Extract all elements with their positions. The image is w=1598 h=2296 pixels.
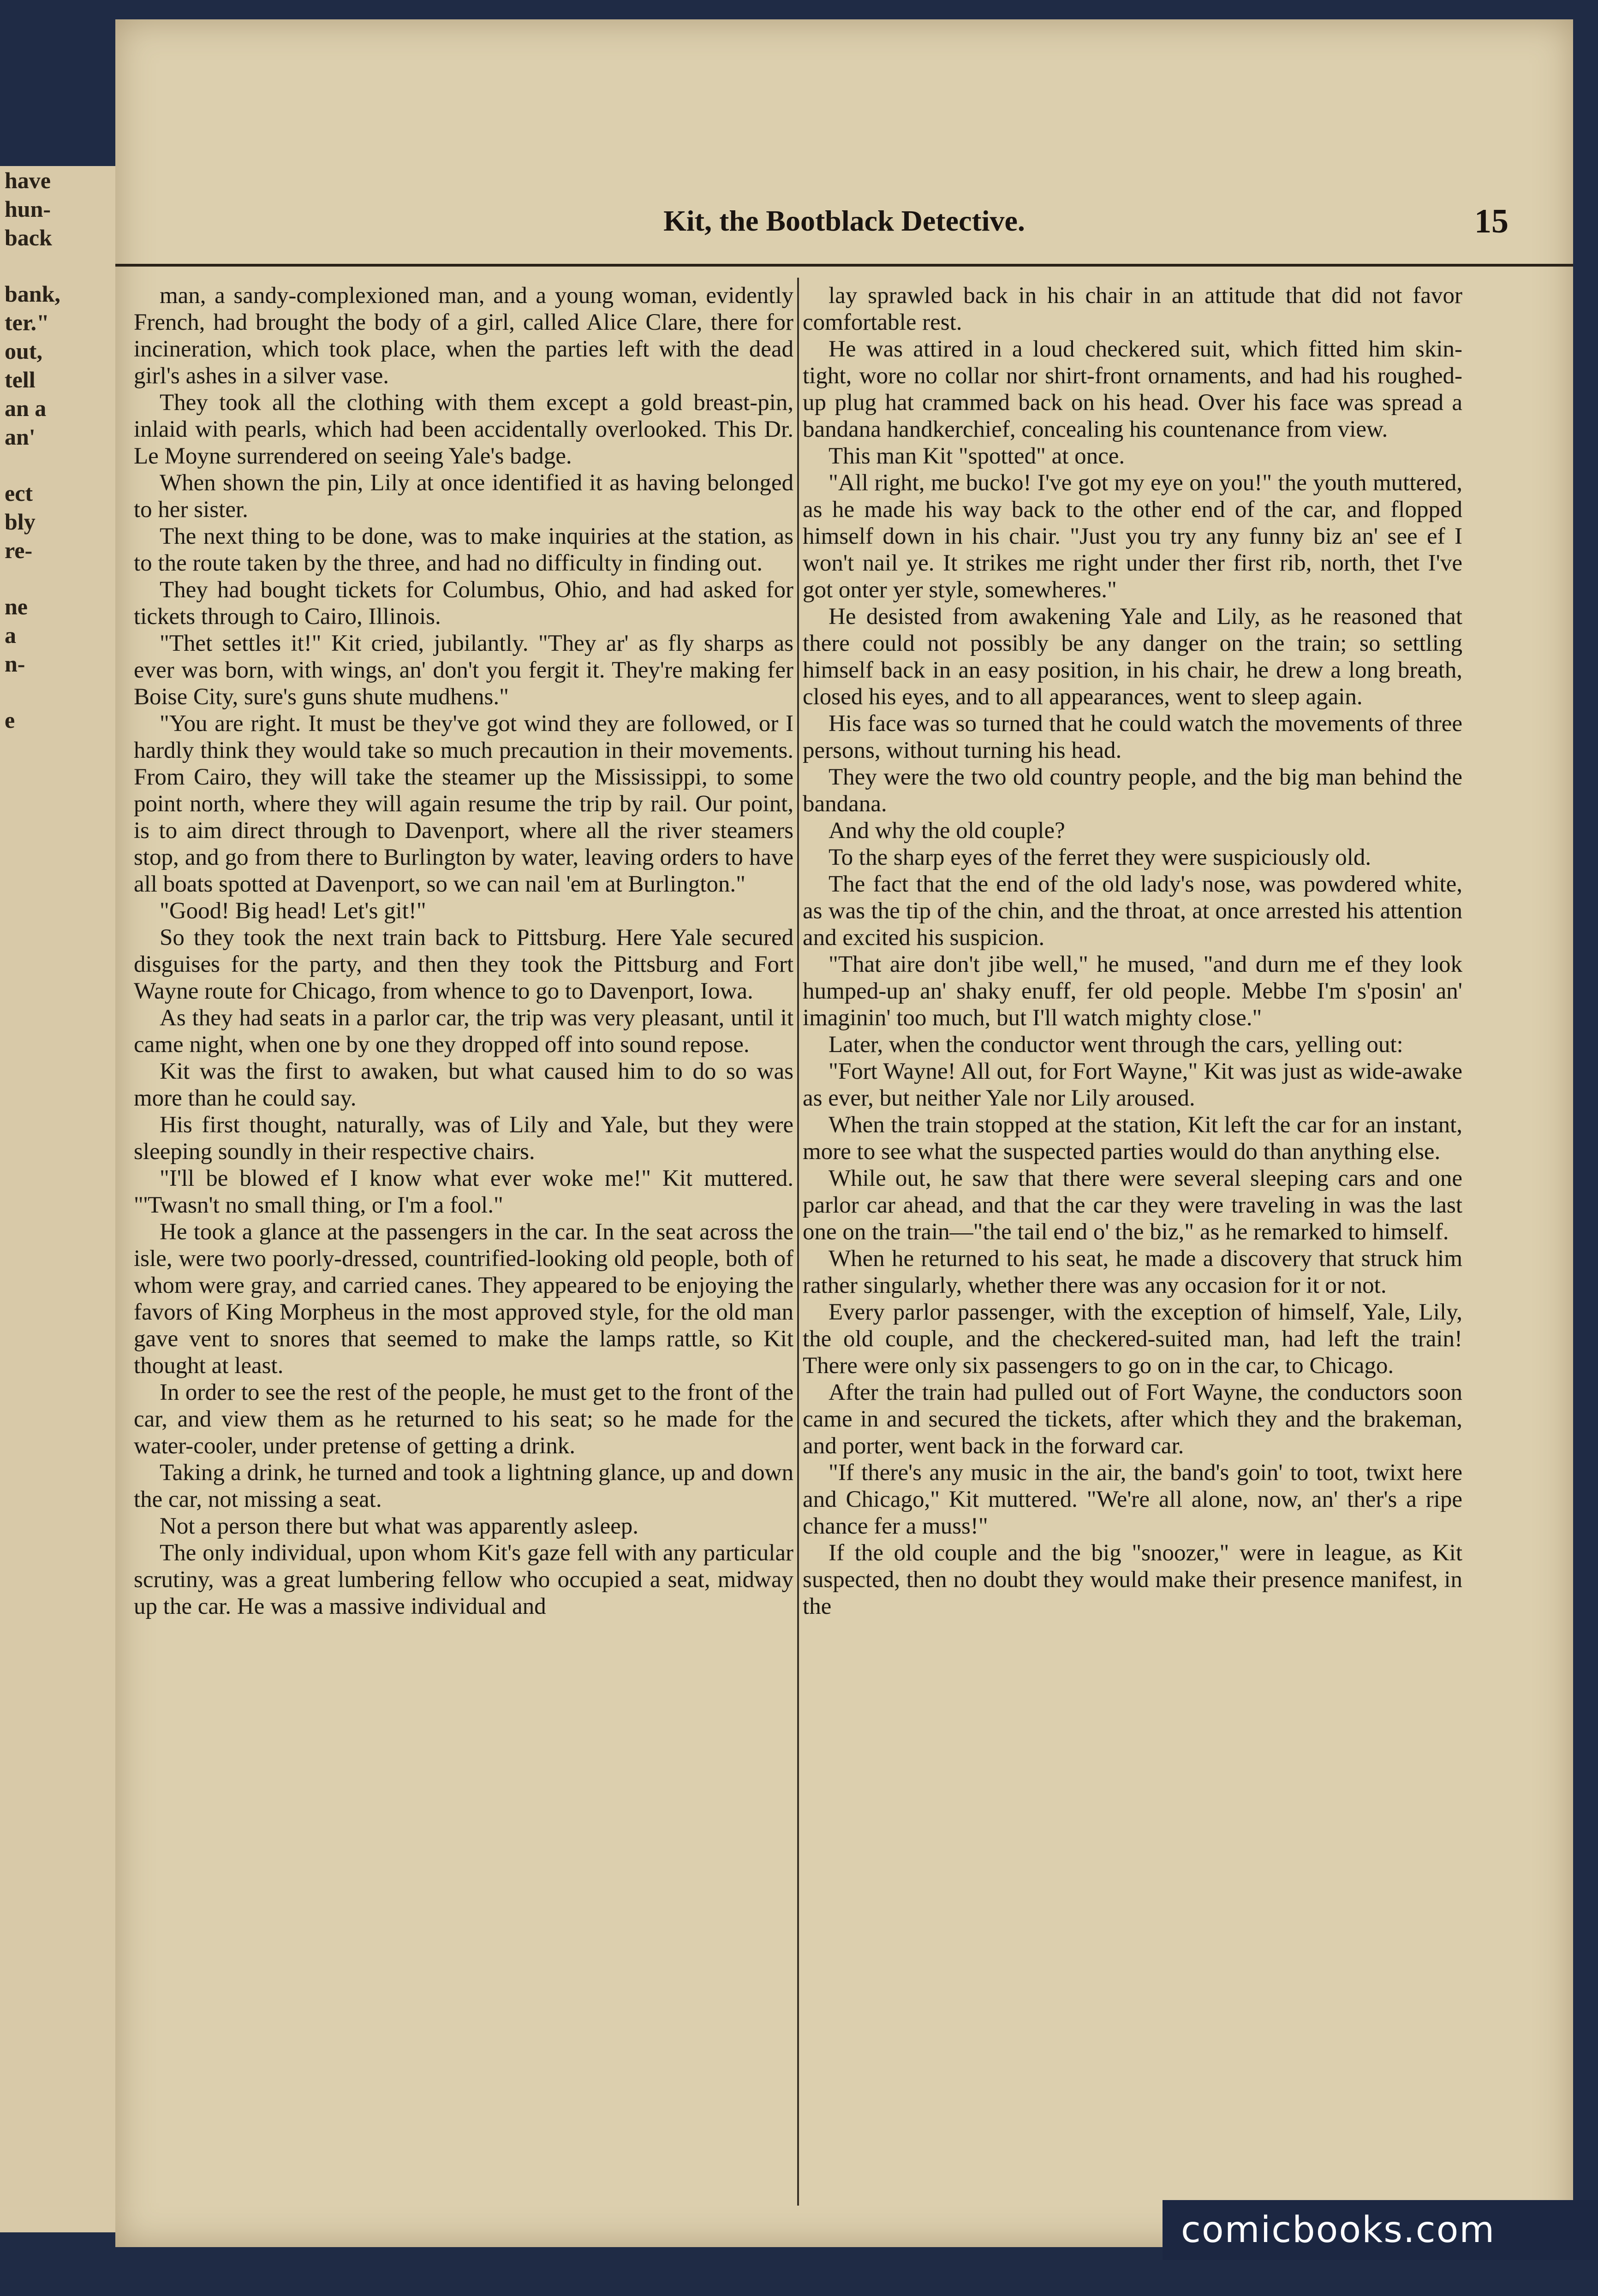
paragraph: Taking a drink, he turned and took a lightning glance, up and down the car, not missing a seat. (134, 1460, 793, 1512)
paragraph: While out, he saw that there were several sleeping cars and one parlor car ahead, and that the car they were traveling in was the last one on the train—"the tail end o' the biz," as he remarked to himself. (803, 1166, 1462, 1245)
right-column (803, 282, 1462, 1620)
running-title: Kit, the Bootblack Detective. (663, 204, 1025, 237)
book-page (115, 19, 1573, 2247)
paragraph: Every parlor passenger, with the exception of himself, Yale, Lily, the old couple, and the checkered-suited man, had left the train! There were only six passengers to go on in the car, to Chicago. (803, 1299, 1462, 1379)
paragraph: "Thet settles it!" Kit cried, jubilantly. "They ar' as fly sharps as ever was born, with wings, an' don't you fergit it. They're making fer Boise City, sure's guns shute mudhens." (134, 631, 793, 710)
paragraph: "That aire don't jibe well," he mused, "and durn me ef they look humped-up an' shaky enuff, fer old people. Mebbe I'm s'posin' an' imaginin' too much, but I'll watch mighty close." (803, 952, 1462, 1031)
text-fragment: a (5, 622, 16, 648)
paragraph: After the train had pulled out of Fort Wayne, the conductors soon came in and secured the tickets, after which they and the brakeman, and porter, went back in the forward car. (803, 1380, 1462, 1459)
paragraph: His face was so turned that he could watch the movements of three persons, without turning his head. (803, 711, 1462, 763)
fragment-gap (0, 565, 121, 592)
left-column (134, 282, 793, 1620)
text-fragment: ect (5, 480, 33, 506)
paragraph: Kit was the first to awaken, but what caused him to do so was more than he could say. (134, 1059, 793, 1111)
text-fragment: hun- (5, 196, 51, 222)
text-fragment: have (5, 167, 51, 193)
page-header (115, 204, 1573, 259)
fragment-gap (0, 252, 121, 280)
paragraph: This man Kit "spotted" at once. (829, 443, 1125, 469)
paragraph: To the sharp eyes of the ferret they were suspiciously old. (829, 845, 1371, 870)
text-fragment: out, (5, 338, 42, 364)
fragment-gap (0, 451, 121, 479)
fragment-gap (0, 678, 121, 706)
paragraph: He took a glance at the passengers in the car. In the seat across the isle, were two poorly-dressed, countrified-looking old people, both of whom were gray, and carried canes. They appeared to be enjoying the favors of King Morpheus in the most approved style, for the old man gave vent to snores that seemed to make the lamps rattle, so Kit thought at least. (134, 1219, 793, 1379)
paragraph: The next thing to be done, was to make inquiries at the station, as to the route taken by the three, and had no difficulty in finding out. (134, 523, 793, 576)
text-fragment: an a (5, 395, 47, 421)
paragraph: In order to see the rest of the people, he must get to the front of the car, and view them as he returned to his seat; so he made for the water-cooler, under pretense of getting a drink. (134, 1380, 793, 1459)
text-fragment: e (5, 707, 15, 733)
header-rule (115, 264, 1573, 267)
paragraph: man, a sandy-complexioned man, and a young woman, evidently French, had brought the body of a girl, called Alice Clare, there for incineration, which took place, when the parties left with the dead girl's ashes in a silver vase. (134, 283, 793, 389)
text-fragment: bly (5, 509, 36, 535)
page-number: 15 (1474, 202, 1509, 240)
paragraph: If the old couple and the big "snoozer," were in league, as Kit suspected, then no doubt they would make their presence manifest, in the (803, 1540, 1462, 1619)
adjacent-page-fragment (0, 166, 124, 2232)
paragraph: "I'll be blowed ef I know what ever woke me!" Kit muttered. "'Twasn't no small thing, or I'm a fool." (134, 1166, 793, 1218)
text-fragment: ter." (5, 309, 49, 335)
paragraph: The only individual, upon whom Kit's gaze fell with any particular scrutiny, was a great lumbering fellow who occupied a seat, midway up the car. He was a massive individual and (134, 1540, 793, 1619)
column-divider (797, 278, 799, 2206)
paragraph: The fact that the end of the old lady's nose, was powdered white, as was the tip of the chin, and the throat, at once arrested his attention and excited his suspicion. (803, 871, 1462, 951)
paragraph: He desisted from awakening Yale and Lily, as he reasoned that there could not possibly be any danger on the train; so settling himself back in an easy position, in his chair, he drew a long breath, closed his eyes, and to all appearances, went to sleep again. (803, 604, 1462, 710)
text-fragment: an' (5, 424, 36, 450)
watermark-text: comicbooks.com (1181, 2209, 1496, 2251)
paragraph: When shown the pin, Lily at once identified it as having belonged to her sister. (134, 470, 793, 523)
paragraph: His first thought, naturally, was of Lily and Yale, but they were sleeping soundly in their respective chairs. (134, 1112, 793, 1165)
text-fragment: ne (5, 594, 28, 619)
paragraph: "If there's any music in the air, the band's goin' to toot, twixt here and Chicago," Kit muttered. "We're all alone, now, an' ther's a ripe chance fer a muss!" (803, 1460, 1462, 1539)
paragraph: They were the two old country people, and the big man behind the bandana. (803, 764, 1462, 817)
paragraph: As they had seats in a parlor car, the trip was very pleasant, until it came night, when one by one they dropped off into sound repose. (134, 1005, 793, 1058)
text-fragment: back (5, 225, 52, 250)
paragraph: He was attired in a loud checkered suit, which fitted him skin-tight, wore no collar nor shirt-front ornaments, and had his roughed-up plug hat crammed back on his head. Over his face was spread a bandana handkerchief, concealing his countenance from view. (803, 336, 1462, 442)
text-fragment: bank, (5, 281, 60, 307)
paragraph: So they took the next train back to Pittsburg. Here Yale secured disguises for the party, and then they took the Pittsburg and Fort Wayne route for Chicago, from whence to go to Davenport, Iowa. (134, 925, 793, 1004)
text-fragment: re- (5, 537, 33, 563)
paragraph: lay sprawled back in his chair in an attitude that did not favor comfortable rest. (803, 283, 1462, 335)
paragraph: They had bought tickets for Columbus, Ohio, and had asked for tickets through to Cairo, Illinois. (134, 577, 793, 630)
paragraph: "Good! Big head! Let's git!" (160, 898, 426, 924)
paragraph: "Fort Wayne! All out, for Fort Wayne," Kit was just as wide-awake as ever, but neither Yale nor Lily aroused. (803, 1059, 1462, 1111)
paragraph: When the train stopped at the station, Kit left the car for an instant, more to see what the suspected parties would do than anything else. (803, 1112, 1462, 1165)
paragraph: "All right, me bucko! I've got my eye on you!" the youth muttered, as he made his way back to the other end of the car, and flopped himself down in his chair. "Just you try any funny biz an' see ef I won't nail ye. It strikes me right under ther first rib, north, thet I've got onter yer style, somewheres." (803, 470, 1462, 603)
paragraph: Later, when the conductor went through the cars, yelling out: (829, 1032, 1403, 1058)
text-fragment: n- (5, 651, 25, 677)
text-fragment: tell (5, 367, 36, 393)
paragraph: They took all the clothing with them except a gold breast-pin, inlaid with pearls, which had been accidentally overlooked. This Dr. Le Moyne surrendered on seeing Yale's badge. (134, 390, 793, 469)
paragraph: "You are right. It must be they've got wind they are followed, or I hardly think they would take so much precaution in their movements. From Cairo, they will take the steamer up the Mississippi, to some point north, where they will again resume the trip by rail. Our point, is to aim direct through to Davenport, where all the river steamers stop, and go from there to Burlington by water, leaving orders to have all boats spotted at Davenport, so we can nail 'em at Burlington." (134, 711, 793, 897)
paragraph: And why the old couple? (829, 818, 1065, 844)
paragraph: Not a person there but what was apparently asleep. (160, 1513, 639, 1539)
paragraph: When he returned to his seat, he made a discovery that struck him rather singularly, whether there was any occasion for it or not. (803, 1246, 1462, 1298)
